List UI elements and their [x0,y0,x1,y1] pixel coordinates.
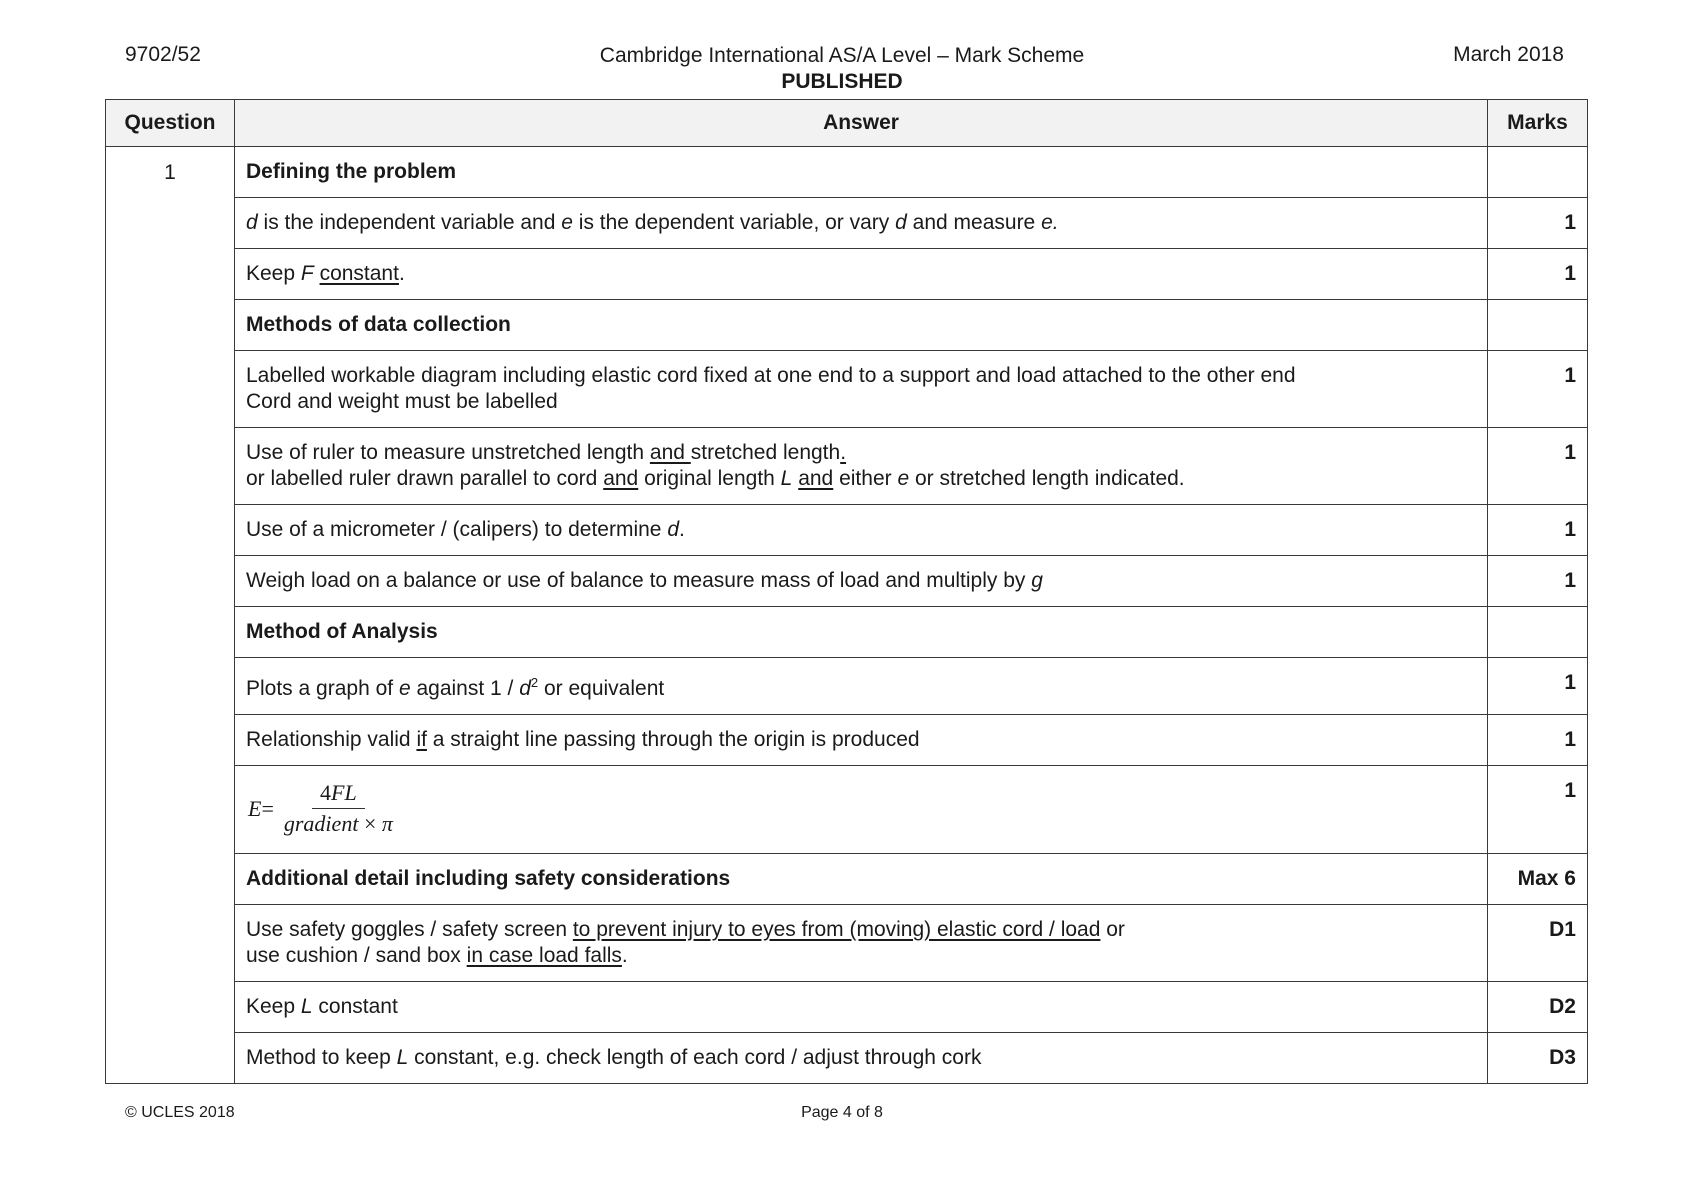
marks-cell: 1 [1488,658,1588,715]
table-row [106,556,1588,607]
answer-cell: Weigh load on a balance or use of balance to measure mass of load and multiply by g [235,556,1488,607]
answer-cell: Use safety goggles / safety screen to prevent injury to eyes from (moving) elastic cord / load or use cushion / sand box in case load falls. [235,905,1488,982]
section-heading: Defining the problem [235,147,1488,198]
page-number: Page 4 of 8 [801,1104,883,1121]
table-row [106,249,1588,300]
section-heading: Methods of data collection [235,300,1488,351]
table-row [106,607,1588,658]
answer-cell: Method to keep L constant, e.g. check length of each cord / adjust through cork [235,1033,1488,1084]
marks-cell: D1 [1488,905,1588,982]
table-row [106,505,1588,556]
table-row [106,300,1588,351]
section-heading: Method of Analysis [235,607,1488,658]
marks-cell: 1 [1488,249,1588,300]
answer-cell: Labelled workable diagram including elastic cord fixed at one end to a support and load attached to the other end Cord and weight must be labelled [235,351,1488,428]
marks-cell: Max 6 [1488,854,1588,905]
marks-cell [1488,607,1588,658]
document-title: Cambridge International AS/A Level – Mark Scheme [599,44,1085,67]
marks-cell [1488,300,1588,351]
question-header: Question [106,100,235,147]
marks-cell [1488,147,1588,198]
marks-cell: D3 [1488,1033,1588,1084]
youngs-modulus-formula: E = $\frac{4FL}{\text{gradient × π}}$ [248,780,393,836]
table-row [106,198,1588,249]
table-row [106,428,1588,505]
section-heading: Additional detail including safety considerations [235,854,1488,905]
answer-cell: d is the independent variable and e is the dependent variable, or vary d and measure e. [235,198,1488,249]
copyright: © UCLES 2018 [125,1104,235,1121]
marks-cell: D2 [1488,982,1588,1033]
table-row [106,766,1588,854]
table-row [106,351,1588,428]
paper-code: 9702/52 [125,43,201,66]
table-row [106,658,1588,715]
marks-cell: 1 [1488,556,1588,607]
table-row [106,147,1588,198]
table-header-row [106,100,1588,147]
marks-cell: 1 [1488,715,1588,766]
answer-header: Answer [235,100,1488,147]
answer-cell: Use of ruler to measure unstretched length and stretched length. or labelled ruler drawn parallel to cord and original length L and either e or stretched length indicated. [235,428,1488,505]
marks-cell: 1 [1488,351,1588,428]
answer-cell: Use of a micrometer / (calipers) to determine d. [235,505,1488,556]
answer-cell: Keep L constant [235,982,1488,1033]
table-row [106,905,1588,982]
marks-cell: 1 [1488,505,1588,556]
mark-scheme-table [105,99,1588,1084]
answer-cell: Plots a graph of e against $1 / d^2$ or equivalent [235,658,1488,715]
formula-cell [235,766,1488,854]
document-title-block [542,43,1142,95]
question-number: 1 [106,147,235,1084]
marks-header: Marks [1488,100,1588,147]
marks-cell: 1 [1488,198,1588,249]
marks-cell: 1 [1488,766,1588,854]
answer-cell: Relationship valid if a straight line passing through the origin is produced [235,715,1488,766]
answer-cell: Keep F constant. [235,249,1488,300]
marks-cell: 1 [1488,428,1588,505]
exam-date: March 2018 [1453,43,1564,66]
table-row [106,982,1588,1033]
table-row [106,854,1588,905]
published-label: PUBLISHED [781,70,903,93]
table-row [106,1033,1588,1084]
table-row [106,715,1588,766]
